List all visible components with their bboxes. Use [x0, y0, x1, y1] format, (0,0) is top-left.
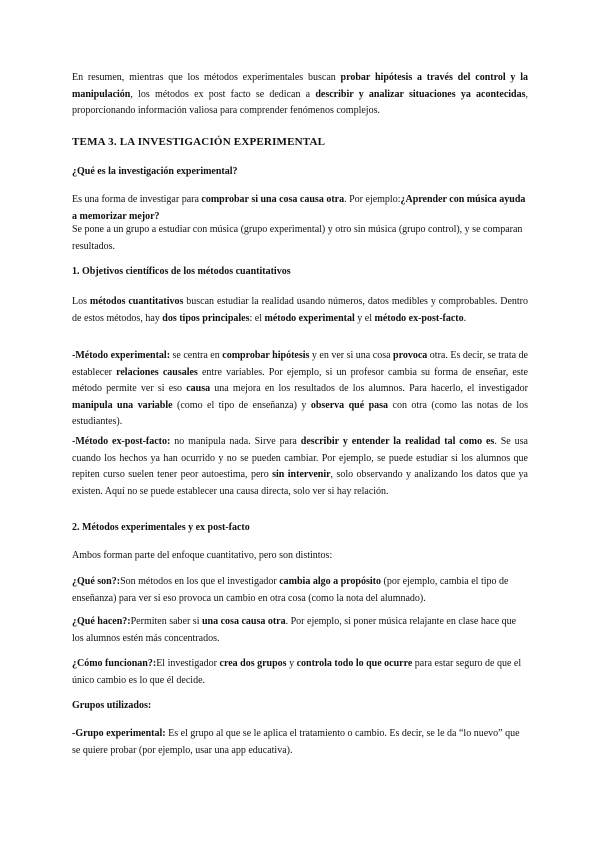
intro-paragraph: En resumen, mientras que los métodos experimentales buscan probar hipótesis a través del control y la manipulación, los métodos ex post facto se dedican a describir y analizar situaciones ya acontecidas, proporcionando información valiosa para comprender fenómenos complejos.	[72, 72, 528, 116]
what-do-paragraph: ¿Qué hacen?:Permiten saber si una cosa causa otra. Por ejemplo, si poner música relajante en clase hace que los alumnos estén más concentrados.	[72, 616, 517, 644]
definition-paragraph: Es una forma de investigar para comprobar si una cosa causa otra. Por ejemplo:¿Aprender con música ayuda a memorizar mejor?	[72, 194, 526, 222]
experimental-method-paragraph: -Método experimental: se centra en comprobar hipótesis y en ver si una cosa provoca otra. Es decir, se trata de establecer relaciones causales entre variables. Por ejemplo, si un profesor cambia su forma de enseñar, este método permite ver si eso causa una mejora en los resultados de los alumnos. Para hacerlo, el investigador manipula una variable (como el tipo de enseñanza) y observa qué pasa con otra (como las notas de los estudiantes).	[72, 350, 528, 427]
quantitative-methods-paragraph: Los métodos cuantitativos buscan estudiar la realidad usando números, datos medibles y comprobables. Dentro de estos métodos, hay dos tipos principales: el método experimental y el método ex-post-facto.	[72, 296, 529, 324]
section-heading-objectives: 1. Objetivos científicos de los métodos cuantitativos	[72, 266, 291, 277]
section-heading-methods: 2. Métodos experimentales y ex post-facto	[72, 522, 250, 533]
methods-intro: Ambos forman parte del enfoque cuantitativo, pero son distintos:	[72, 550, 333, 561]
tema-title: TEMA 3. LA INVESTIGACIÓN EXPERIMENTAL	[72, 136, 326, 148]
what-are-paragraph: ¿Qué son?:Son métodos en los que el investigador cambia algo a propósito (por ejemplo, cambia el tipo de enseñanza) para ver si eso provoca un cambio en otra cosa (como la nota del alumnado).	[72, 576, 509, 604]
ex-post-facto-paragraph: -Método ex-post-facto: no manipula nada. Sirve para describir y entender la realidad tal como es. Se usa cuando los hechos ya han ocurrido y no se pueden cambiar. Por ejemplo, se puede estudiar si los alumnos que repiten curso suelen tener peor autoestima, pero sin intervenir, solo observando y analizando los datos que ya existen. Aquí no se puede establecer una causa directa, solo ver si hay relación.	[72, 436, 528, 497]
groups-heading: Grupos utilizados:	[72, 700, 152, 711]
how-work-paragraph: ¿Cómo funcionan?:El investigador crea dos grupos y controla todo lo que ocurre para estar seguro de que el único cambio es lo que él decide.	[72, 658, 522, 686]
experimental-group-paragraph: -Grupo experimental: Es el grupo al que se le aplica el tratamiento o cambio. Es decir, se le da “lo nuevo” que se quiere probar (por ejemplo, usar una app educativa).	[72, 728, 520, 756]
question-heading-what-is: ¿Qué es la investigación experimental?	[72, 166, 238, 177]
example-paragraph: Se pone a un grupo a estudiar con música (grupo experimental) y otro sin música (grupo control), y se comparan resultados.	[72, 224, 523, 252]
